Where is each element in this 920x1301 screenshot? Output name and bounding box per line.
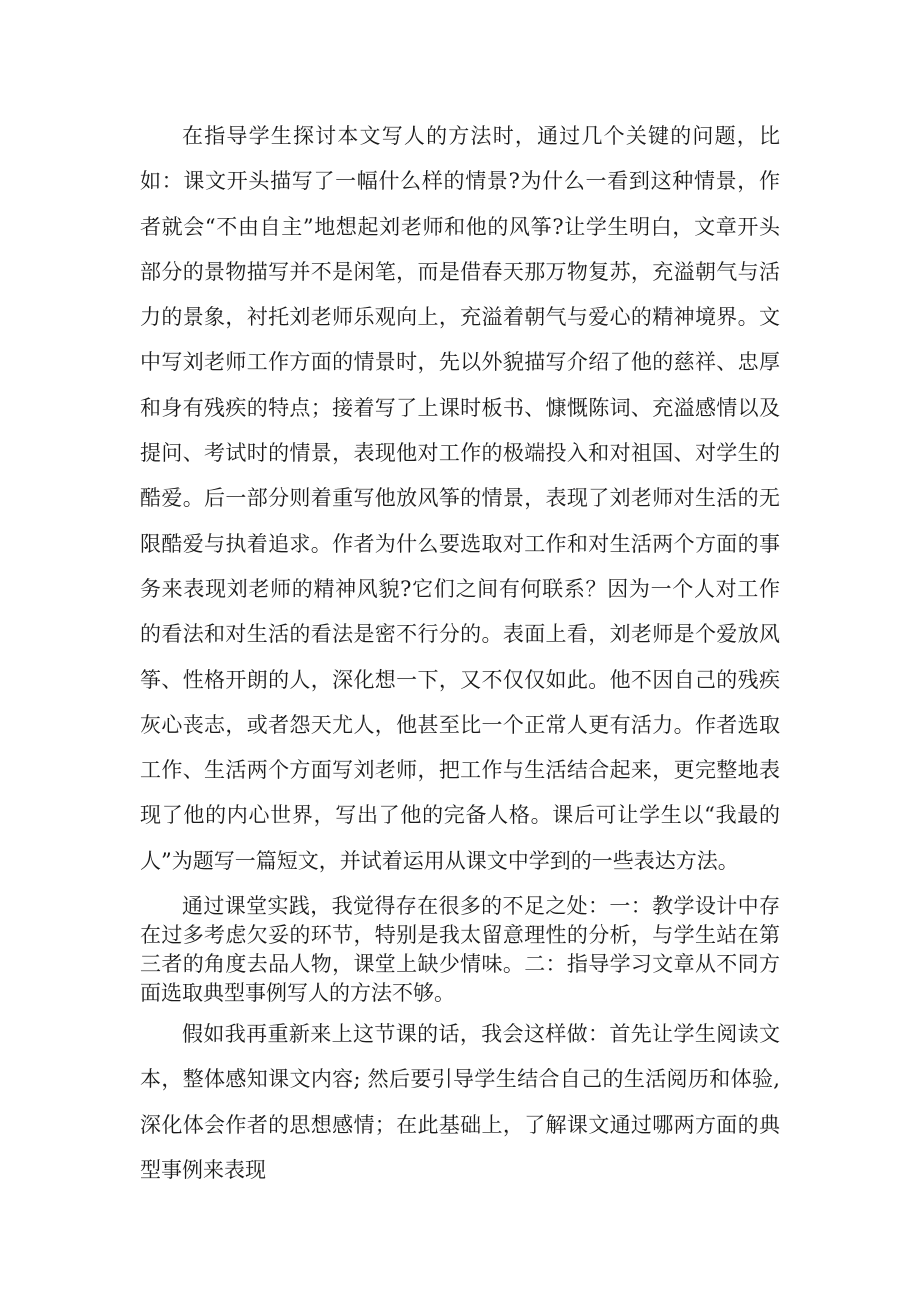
paragraph-teaching-method: 在指导学生探讨本文写人的方法时，通过几个关键的问题，比如：课文开头描写了一幅什么样的情景?为什么一看到这种情景，作者就会“不由自主”地想起刘老师和他的风筝?让学生明白，文章开头部分的景物描写并不是闲笔，而是借春天那万物复苏，充溢朝气与活力的景象，衬托刘老师乐观向上，充溢着朝气与爱心的精神境界。文中写刘老师工作方面的情景时，先以外貌描写介绍了他的慈祥、忠厚和身有残疾的特点；接着写了上课时板书、慷慨陈词、充溢感情以及提问、考试时的情景，表现他对工作的极端投入和对祖国、对学生的酷爱。后一部分则着重写他放风筝的情景，表现了刘老师对生活的无限酷爱与执着追求。作者为什么要选取对工作和对生活两个方面的事务来表现刘老师的精神风貌?它们之间有何联系？因为一个人对工作的看法和对生活的看法是密不行分的。表面上看，刘老师是个爱放风筝、性格开朗的人，深化想一下，又不仅仅如此。他不因自己的残疾灰心丧志，或者怨天尤人，他甚至比一个正常人更有活力。作者选取工作、生活两个方面写刘老师，把工作与生活结合起来，更完整地表现了他的内心世界，写出了他的完备人格。课后可让学生以“我最的人”为题写一篇短文，并试着运用从课文中学到的一些表达方法。 — [140, 124, 780, 873]
paragraph-improvement-plan: 假如我再重新来上这节课的话，我会这样做：首先让学生阅读文本，整体感知课文内容; 然后要引导学生结合自己的生活阅历和体验,深化体会作者的思想感情；在此基础上，了解课文通过哪两方面的典型事例来表现 — [140, 1022, 780, 1182]
paragraph-shortcomings: 通过课堂实践，我觉得存在很多的不足之处：一：教学设计中存在过多考虑欠妥的环节，特别是我太留意理性的分析，与学生站在第三者的角度去品人物，课堂上缺少情味。二：指导学习文章从不同方面选取典型事例写人的方法不够。 — [140, 894, 780, 1005]
